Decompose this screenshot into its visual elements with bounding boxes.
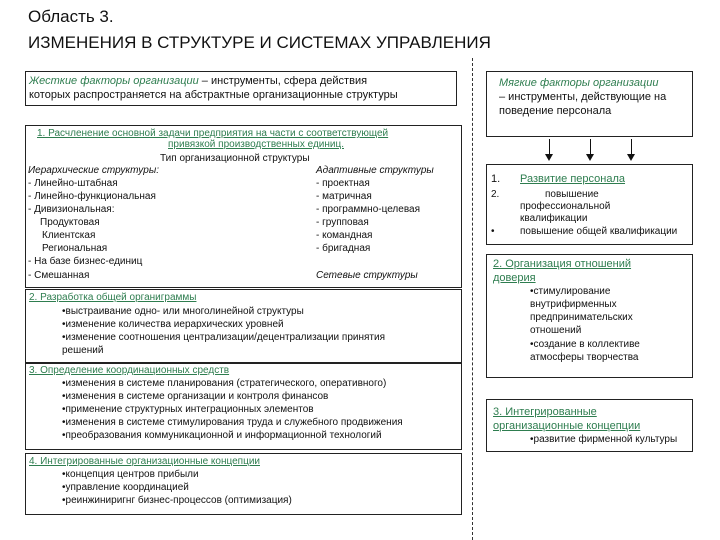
soft-factors-box (486, 71, 693, 137)
list-number: 1. (491, 173, 501, 185)
hard-factors-text-2: которых распространяется на абстрактные организационные структуры (29, 89, 398, 101)
structure-item: - Смешанная (28, 270, 90, 281)
list-item: •изменения в системе организации и контроля финансов (62, 391, 329, 402)
list-item: •преобразования коммуникационной и информационной технологий (62, 430, 382, 441)
section-1-heading: 1. Расчленение основной задачи предприятия на части с соответствующей (37, 128, 389, 139)
soft-factors-term: Мягкие факторы организации (499, 77, 659, 89)
hard-factors-text: Жесткие факторы организации – инструменты, сфера действия (29, 75, 368, 87)
structure-item: - Дивизиональная: (28, 204, 115, 215)
list-item: •реинжиниригнг бизнес-процессов (оптимизация) (62, 495, 292, 506)
list-item: решений (62, 345, 104, 356)
structure-item: Региональная (42, 243, 108, 254)
list-item: •изменение количества иерархических уровней (62, 319, 284, 330)
page-title: ИЗМЕНЕНИЯ В СТРУКТУРЕ И СИСТЕМАХ УПРАВЛЕНИЯ (28, 33, 491, 52)
list-item: квалификации (520, 213, 588, 224)
adaptive-label: Адаптивные структуры (316, 165, 434, 176)
soft-factors-text-3: поведение персонала (499, 105, 612, 117)
trust-relations-heading-2: доверия (493, 272, 536, 284)
list-item: •развитие фирменной культуры (530, 434, 678, 445)
personnel-development-heading: Развитие персонала (520, 173, 626, 185)
soft-factors-text-2: – инструменты, действующие на (499, 91, 667, 103)
network-label: Сетевые структуры (316, 270, 418, 281)
list-item: отношений (530, 325, 582, 336)
structure-type-label: Тип организационной структуры (160, 153, 310, 164)
section-1-heading-2: привязкой производственных единиц. (168, 139, 344, 150)
list-item: •концепция центров прибыли (62, 469, 199, 480)
structure-item: - групповая (316, 217, 369, 228)
structure-item: - бригадная (316, 243, 371, 254)
list-item: атмосферы творчества (530, 352, 639, 363)
list-item: повышение общей квалификации (520, 226, 678, 237)
structure-item: - командная (316, 230, 373, 241)
list-item: предпринимательских (530, 312, 633, 323)
list-number: 2. (491, 189, 500, 200)
structure-item: - Линейно-штабная (28, 178, 118, 189)
integrated-concepts-heading: 3. Интегрированные (493, 406, 597, 418)
section-2-heading: 2. Разработка общей органиграммы (29, 292, 197, 303)
section-3-heading: 3. Определение координационных средств (29, 365, 230, 376)
list-item: •изменение соотношения централизации/децентрализации принятия (62, 332, 385, 343)
arrow-down-icon (631, 139, 632, 155)
arrow-down-icon (590, 139, 591, 155)
list-item: повышение (545, 189, 599, 200)
list-item: •выстраивание одно- или многолинейной структуры (62, 306, 304, 317)
bullet-icon: • (491, 226, 495, 237)
structure-item: - На базе бизнес-единиц (28, 256, 143, 267)
list-item: •управление координацией (62, 482, 189, 493)
structure-item: Клиентская (42, 230, 96, 241)
trust-relations-heading: 2. Организация отношений (493, 258, 632, 270)
hard-factors-box (25, 71, 457, 106)
list-item: •создание в коллективе (530, 339, 640, 350)
structure-item: Продуктовая (40, 217, 100, 228)
list-item: •стимулирование (530, 286, 611, 297)
arrow-down-icon (549, 139, 550, 155)
title-area: Область 3. (28, 7, 114, 26)
list-item: профессиональной (520, 201, 611, 212)
vertical-divider (472, 58, 473, 540)
list-item: •применение структурных интеграционных элементов (62, 404, 314, 415)
hierarchical-label: Иерархические структуры: (28, 165, 159, 176)
structure-item: - Линейно-функциональная (28, 191, 156, 202)
list-item: внутрифирменных (530, 299, 617, 310)
structure-item: - проектная (316, 178, 370, 189)
section-4-heading: 4. Интегрированные организационные концепции (29, 456, 260, 467)
list-item: •изменения в системе стимулирования труда и служебного продвижения (62, 417, 403, 428)
list-item: •изменения в системе планирования (стратегического, оперативного) (62, 378, 387, 389)
integrated-concepts-heading-2: организационные концепции (493, 420, 641, 432)
structure-item: - программно-целевая (316, 204, 420, 215)
structure-item: - матричная (316, 191, 372, 202)
